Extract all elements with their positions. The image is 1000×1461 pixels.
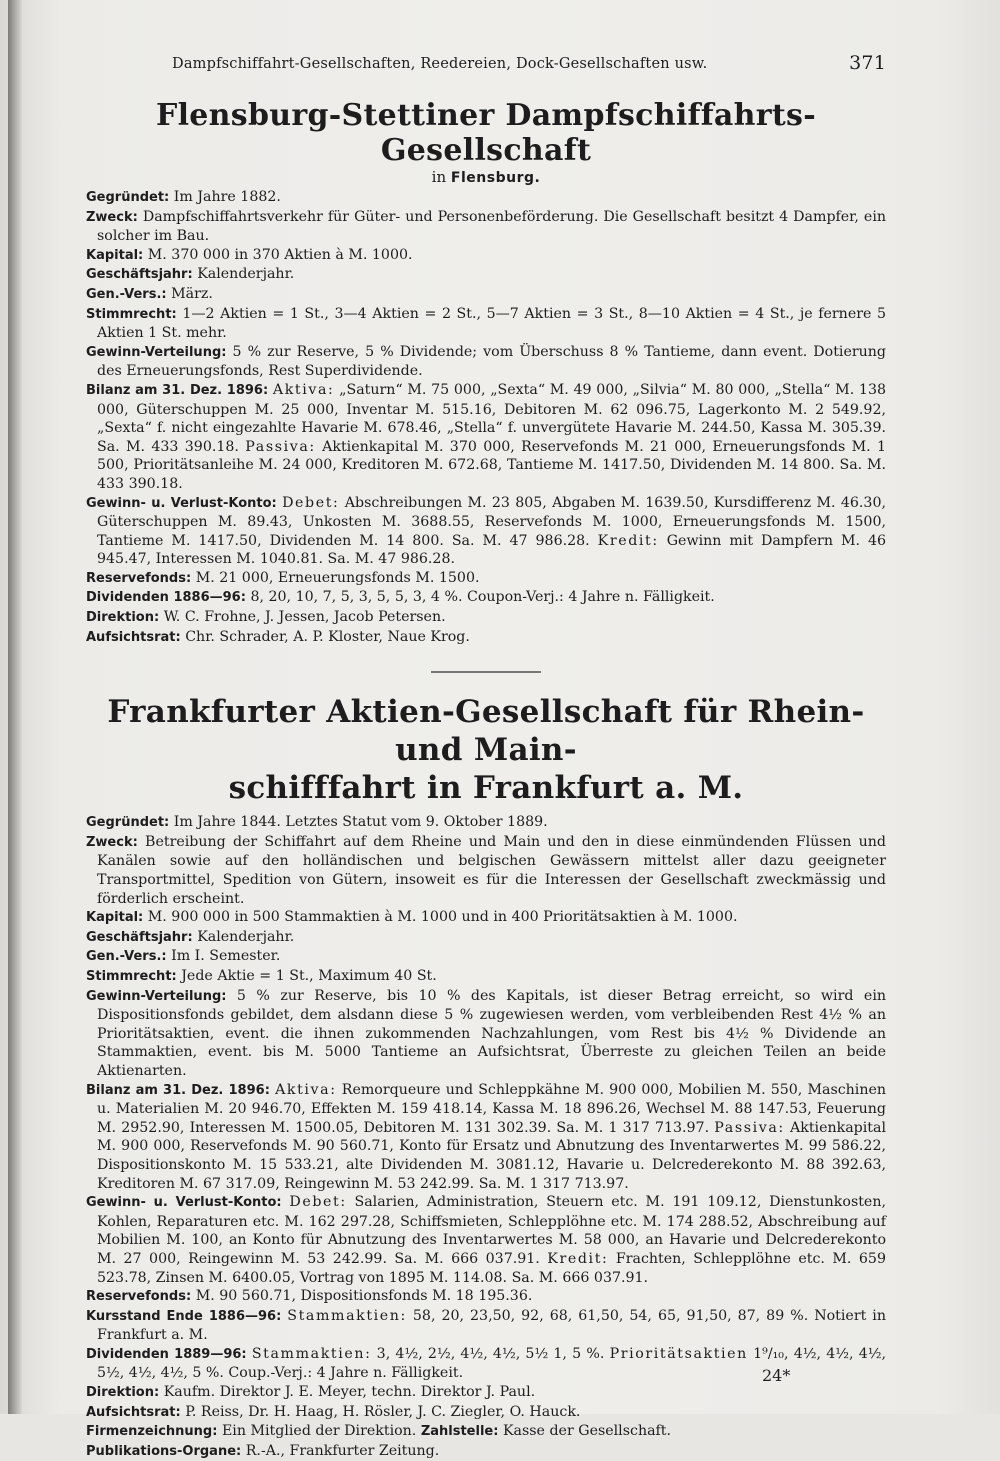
entry-paragraph bbox=[86, 188, 886, 208]
field-label: Gewinn- u. Verlust-Konto: bbox=[86, 1195, 282, 1211]
spaced-lead: Passiva: bbox=[245, 438, 316, 455]
spaced-lead: Aktiva: bbox=[275, 1081, 337, 1098]
entry-paragraph bbox=[86, 1307, 886, 1345]
field-text: Kalenderjahr. bbox=[197, 266, 295, 283]
field-text: 58, 20, 23,50, 92, 68, 61,50, 54, 65, 91,50, 87, 89 %. Notiert in Frankfurt a. M. bbox=[97, 1307, 886, 1344]
field-text: 1⁹/₁₀, 4½, 4½, 4½, 5½, 4½, 4½, 5 %. Coup.-Verj.: 4 Jahre n. Fälligkeit. bbox=[97, 1345, 886, 1382]
entry-paragraph bbox=[86, 908, 886, 928]
spaced-lead: Debet: bbox=[289, 1194, 347, 1211]
field-text: 3, 4½, 2½, 4½, 4½, 5½ 1, 5 %. bbox=[376, 1345, 605, 1362]
entry-paragraph bbox=[86, 381, 886, 494]
entry-paragraph bbox=[86, 608, 886, 628]
title-line-1: Frankfurter Aktien-Gesellschaft für Rhein- und Main- bbox=[107, 694, 865, 769]
field-text: P. Reiss, Dr. H. Haag, H. Rösler, J. C. Ziegler, O. Hauck. bbox=[185, 1403, 581, 1420]
field-label: Publikations-Organe: bbox=[86, 1443, 242, 1459]
field-text: März. bbox=[171, 285, 213, 302]
spaced-lead: Kredit: bbox=[597, 532, 659, 549]
field-label: Gen.-Vers.: bbox=[86, 286, 167, 302]
field-text: Kaufm. Direktor J. E. Meyer, techn. Direktor J. Paul. bbox=[163, 1384, 536, 1401]
field-label: Firmenzeichnung: bbox=[86, 1424, 218, 1440]
field-text: Kalenderjahr. bbox=[197, 928, 295, 945]
entry-paragraph bbox=[86, 947, 886, 967]
field-label: Bilanz am 31. Dez. 1896: bbox=[86, 1082, 270, 1098]
entry-paragraph bbox=[86, 1403, 886, 1423]
entry-paragraph bbox=[86, 246, 886, 266]
entry-paragraph bbox=[86, 588, 886, 608]
entry-paragraph bbox=[86, 494, 886, 569]
field-label: Geschäftsjahr: bbox=[86, 929, 193, 945]
field-label: Kapital: bbox=[86, 910, 144, 926]
field-text: M. 90 560.71, Dispositionsfonds M. 18 195.36. bbox=[195, 1288, 533, 1305]
entry-paragraph bbox=[86, 628, 886, 648]
spaced-lead: Aktiva: bbox=[272, 381, 335, 398]
field-label: Gen.-Vers.: bbox=[86, 949, 167, 965]
page-content bbox=[86, 48, 886, 1461]
entry-paragraph bbox=[86, 1081, 886, 1194]
entry-paragraph bbox=[86, 833, 886, 908]
field-text: Dampfschiffahrtsverkehr für Güter- und Personenbeförderung. Die Gesellschaft besitzt 4 Dampfer, ein solcher im Bau. bbox=[97, 208, 886, 245]
field-label: Zahlstelle: bbox=[420, 1424, 499, 1440]
company-location bbox=[86, 168, 886, 186]
entry-paragraph bbox=[86, 1422, 886, 1442]
location-name: Flensburg. bbox=[450, 170, 541, 186]
field-label: Stimmrecht: bbox=[86, 969, 177, 984]
title-line-2: schifffahrt in Frankfurt a. M. bbox=[228, 770, 744, 807]
signature-mark: 24* bbox=[762, 1366, 791, 1385]
field-text: Aktienkapital M. 900 000, Reservefonds M. 90 560.71, Konto für Ersatz und Abnutzung des Inventarwertes M. 99 586.22, Dispositionskonto M. 15 533.21, alte Dividenden M. 3081.12, Havarie u. Delcrederekonto M. 88 392.63, Kreditoren M. 67 317.09, Reingewinn M. 53 242.99. Sa. M. 1 317 713.97. bbox=[97, 1119, 886, 1192]
field-label: Dividenden 1886—96: bbox=[86, 590, 246, 606]
company-entry-frankfurt bbox=[86, 693, 886, 1461]
field-text: Betreibung der Schiffahrt auf dem Rheine und Main und den in diese einmündenden Flüssen und Kanälen sowie auf den holländischen und belgischen Gewässern mittelst aller dazu geeigneter Transportmittel, Spedition von Gütern, insoweit es für die Interessen der Gesellschaft zweckmässig und förderlich erscheint. bbox=[97, 833, 887, 907]
company-entry-flensburg bbox=[86, 98, 886, 647]
field-label: Stimmrecht: bbox=[86, 306, 177, 322]
entry-paragraph bbox=[86, 1193, 886, 1287]
spaced-lead: Prioritätsaktien bbox=[609, 1345, 748, 1362]
field-text: Abschreibungen M. 23 805, Abgaben M. 1639.50, Kursdifferenz M. 46.30, Güterschuppen M. 89.43, Unkosten M. 3688.55, Reservefonds M. 1000, Erneuerungsfonds M. 1500, Tantieme M. 1417.50, Dividenden M. 14 800. Sa. M. 47 986.28. bbox=[97, 494, 886, 549]
field-text: Aktienkapital M. 370 000, Reservefonds M. 21 000, Erneuerungsfonds M. 1 500, Prioritätsanleihe M. 24 000, Kreditoren M. 672.68, Tantieme M. 1417.50, Dividenden M. 14 800. Sa. M. 433 390.18. bbox=[97, 438, 886, 492]
field-label: Gewinn-Verteilung: bbox=[86, 344, 227, 360]
company-title: Flensburg-Stettiner Dampfschiffahrts-Gesellschaft bbox=[156, 98, 816, 168]
company-title bbox=[86, 693, 886, 807]
field-label: Kursstand Ende 1886—96: bbox=[86, 1308, 282, 1324]
field-label: Aufsichtsrat: bbox=[86, 629, 181, 645]
entry-paragraph bbox=[86, 1442, 886, 1461]
field-text: M. 370 000 in 370 Aktien à M. 1000. bbox=[147, 246, 413, 263]
field-text: Remorqueure und Schleppkähne M. 900 000, Mobilien M. 550, Maschinen u. Materialien M. 20 946.70, Effekten M. 159 418.14, Kassa M. 18 896.26, Wechsel M. 88 147.53, Feuerung M. 2952.90, Interessen M. 1500.05, Debitoren M. 131 302.39. Sa. M. 1 317 713.97. bbox=[97, 1081, 887, 1136]
entry-paragraph bbox=[86, 987, 886, 1081]
field-text: Gewinn mit Dampfern M. 46 945.47, Interessen M. 1040.81. Sa. M. 47 986.28. bbox=[97, 532, 887, 568]
field-label: Dividenden 1889—96: bbox=[86, 1346, 247, 1362]
field-text: Kasse der Gesellschaft. bbox=[502, 1423, 671, 1440]
field-text: 8, 20, 10, 7, 5, 3, 5, 5, 3, 4 %. Coupon-Verj.: 4 Jahre n. Fälligkeit. bbox=[250, 589, 715, 606]
field-text: „Saturn“ M. 75 000, „Sexta“ M. 49 000, „Silvia“ M. 80 000, „Stella“ M. 138 000, Güterschuppen M. 25 000, Inventar M. 515.16, Debitoren M. 62 096.75, Lagerkonto M. 2 549.92, „Sexta“ f. nicht eingezahlte Havarie M. 678.46, „Stella“ f. unvergütete Havarie M. 244.50, Kassa M. 305.39. Sa. M. 433 390.18. bbox=[97, 381, 887, 455]
spaced-lead: Passiva: bbox=[714, 1119, 785, 1136]
field-text: 5 % zur Reserve, 5 % Dividende; vom Überschuss 8 % Tantieme, dann event. Dotierung des Erneuerungsfonds, Rest Superdividende. bbox=[97, 343, 886, 380]
field-label: Zweck: bbox=[86, 834, 138, 850]
running-head bbox=[86, 48, 886, 84]
field-text: Frachten, Schlepplöhne etc. M. 659 523.78, Zinsen M. 6400.05, Vortrag von 1895 M. 114.08. Sa. M. 666 037.91. bbox=[97, 1250, 886, 1286]
entry-paragraph bbox=[86, 1383, 886, 1403]
section-divider bbox=[431, 671, 541, 673]
spaced-lead: Stammaktien: bbox=[251, 1345, 372, 1362]
running-title: Dampfschiffahrt-Gesellschaften, Reedereien, Dock-Gesellschaften usw. bbox=[172, 56, 708, 72]
entry-paragraph bbox=[86, 265, 886, 285]
field-label: Direktion: bbox=[86, 610, 160, 626]
spaced-lead: Debet: bbox=[282, 494, 340, 511]
location-prefix: in bbox=[431, 168, 447, 186]
field-label: Kapital: bbox=[86, 247, 144, 263]
field-text: Im Jahre 1882. bbox=[173, 189, 281, 205]
field-text: R.-A., Frankfurter Zeitung. bbox=[245, 1442, 440, 1459]
entry-paragraph bbox=[86, 305, 886, 343]
field-text: Jede Aktie = 1 St., Maximum 40 St. bbox=[181, 968, 437, 984]
entry-paragraph bbox=[86, 208, 886, 246]
field-text: 1—2 Aktien = 1 St., 3—4 Aktien = 2 St., 5—7 Aktien = 3 St., 8—10 Aktien = 4 St., je fernere 5 Aktien 1 St. mehr. bbox=[97, 305, 887, 342]
field-label: Gewinn-Verteilung: bbox=[86, 988, 227, 1004]
field-label: Zweck: bbox=[86, 209, 138, 225]
entry-paragraph bbox=[86, 343, 886, 381]
spaced-lead: Kredit: bbox=[547, 1250, 609, 1267]
field-text: Ein Mitglied der Direktion. bbox=[221, 1423, 421, 1440]
field-text: Salarien, Administration, Steuern etc. M. 191 109.12, Dienstunkosten, Kohlen, Reparaturen etc. M. 162 297.28, Schiffsmieten, Schlepplöhne etc. M. 174 288.52, Abschreibung auf Mobilien M. 100, an Konto für Abnutzung des Inventarwertes M. 58 000, an Havarie und Delcrederekonto M. 27 000, Reingewinn M. 53 242.99. Sa. M. 666 037.91. bbox=[97, 1194, 886, 1267]
entry-paragraph bbox=[86, 967, 886, 987]
field-label: Gegründet: bbox=[86, 815, 170, 831]
field-text: 5 % zur Reserve, bis 10 % des Kapitals, ist dieser Betrag erreicht, so wird ein Dispositionsfonds gebildet, dem alsdann diese 5 % zugewiesen werden, vom verbleibenden Rest 4½ % an Prioritätsaktien, event. die ihnen zukommenden Nachzahlungen, vom Rest bis 4½ % Dividende an Stammaktien, event. bis M. 5000 Tantieme an Aufsichtsrat, Überreste zu gleichen Teilen an beide Aktienarten. bbox=[97, 987, 886, 1079]
field-label: Aufsichtsrat: bbox=[86, 1404, 181, 1420]
field-label: Bilanz am 31. Dez. 1896: bbox=[86, 382, 269, 398]
entry-paragraph bbox=[86, 813, 886, 833]
entry-body bbox=[86, 188, 886, 647]
field-text: Im I. Semester. bbox=[171, 948, 281, 965]
entry-paragraph bbox=[86, 1287, 886, 1307]
page-binding-edge bbox=[8, 0, 22, 1414]
field-text: M. 900 000 in 500 Stammaktien à M. 1000 und in 400 Prioritätsaktien à M. 1000. bbox=[147, 909, 738, 926]
field-label: Direktion: bbox=[86, 1385, 160, 1401]
field-text: Im Jahre 1844. Letztes Statut vom 9. Oktober 1889. bbox=[173, 814, 548, 831]
entry-body bbox=[86, 813, 886, 1461]
field-label: Gegründet: bbox=[86, 190, 170, 205]
field-label: Geschäftsjahr: bbox=[86, 267, 193, 283]
spaced-lead: Stammaktien: bbox=[287, 1307, 407, 1324]
page-number: 371 bbox=[849, 52, 886, 74]
entry-paragraph bbox=[86, 569, 886, 589]
entry-paragraph bbox=[86, 285, 886, 305]
field-text: W. C. Frohne, J. Jessen, Jacob Petersen. bbox=[163, 609, 446, 626]
field-label: Reservefonds: bbox=[86, 1289, 192, 1305]
field-text: M. 21 000, Erneuerungsfonds M. 1500. bbox=[195, 569, 480, 586]
field-text: Chr. Schrader, A. P. Kloster, Naue Krog. bbox=[185, 628, 470, 645]
field-label: Reservefonds: bbox=[86, 570, 192, 586]
entry-paragraph bbox=[86, 928, 886, 948]
field-label: Gewinn- u. Verlust-Konto: bbox=[86, 495, 277, 511]
